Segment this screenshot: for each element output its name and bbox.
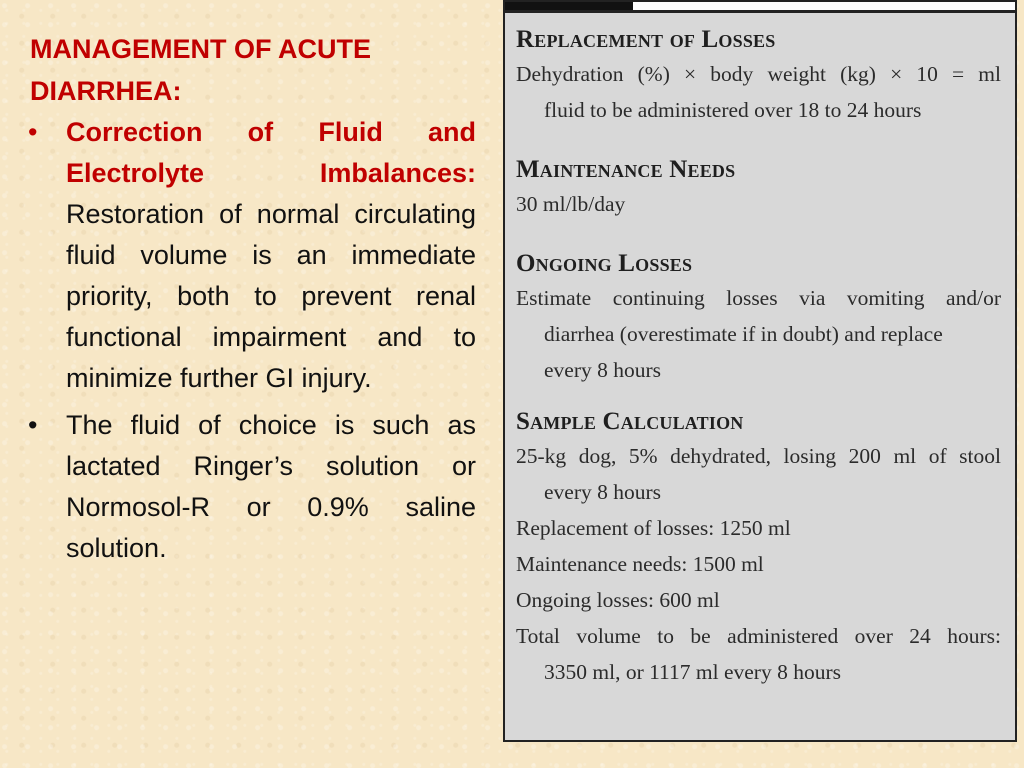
slide-title-line-2: DIARRHEA: bbox=[30, 76, 182, 106]
text-line: fluid to be administered over 18 to 24 hours bbox=[544, 98, 922, 122]
text-line: 30 ml/lb/day bbox=[516, 192, 626, 216]
box-content bbox=[516, 24, 1001, 690]
text-line: every 8 hours bbox=[544, 358, 662, 382]
text-line: Estimate continuing losses via vomiting and/or bbox=[516, 286, 1001, 310]
box-top-tab bbox=[505, 2, 633, 10]
text-line: every 8 hours bbox=[544, 480, 662, 504]
fluid-calculation-box bbox=[503, 0, 1017, 742]
slide-title-line-1: MANAGEMENT OF ACUTE bbox=[30, 34, 371, 64]
section-text bbox=[516, 280, 1001, 388]
text-line: Dehydration (%) × body weight (kg) × 10 = ml bbox=[516, 62, 1001, 86]
section-text bbox=[516, 56, 1001, 128]
section-heading-replacement: Replacement of Losses bbox=[516, 26, 776, 53]
bullet-marker: • bbox=[28, 117, 38, 147]
text-line: Total volume to be administered over 24 hours: bbox=[516, 624, 1001, 648]
bullet-body: Restoration of normal circulating fluid volume is an immediate priority, both to prevent renal functional impairment and to minimize further GI injury. bbox=[66, 199, 476, 393]
section-heading-maintenance: Maintenance Needs bbox=[516, 156, 736, 183]
bullet-heading: Correction of Fluid and Electrolyte Imbalances: bbox=[66, 117, 476, 188]
bullet-body: The fluid of choice is such as lactated Ringer’s solution or Normosol-R or 0.9% saline solution. bbox=[66, 410, 476, 563]
bullet-item-fluid-correction bbox=[28, 112, 476, 399]
text-line: 25-kg dog, 5% dehydrated, losing 200 ml of stool bbox=[516, 444, 1001, 468]
slide-title bbox=[30, 28, 476, 112]
section-heading-sample: Sample Calculation bbox=[516, 408, 744, 435]
text-line: Replacement of losses: 1250 ml bbox=[516, 516, 791, 540]
text-line: Ongoing losses: 600 ml bbox=[516, 588, 720, 612]
box-top-rule bbox=[505, 2, 1015, 13]
text-column bbox=[28, 28, 476, 575]
text-line: diarrhea (overestimate if in doubt) and replace bbox=[544, 322, 943, 346]
bullet-list bbox=[28, 112, 476, 569]
section-heading-ongoing: Ongoing Losses bbox=[516, 250, 693, 277]
text-line: 3350 ml, or 1117 ml every 8 hours bbox=[544, 660, 841, 684]
section-text bbox=[516, 438, 1001, 690]
bullet-marker: • bbox=[28, 410, 38, 440]
text-line: Maintenance needs: 1500 ml bbox=[516, 552, 764, 576]
bullet-item-fluid-choice bbox=[28, 405, 476, 569]
section-text bbox=[516, 186, 1001, 222]
